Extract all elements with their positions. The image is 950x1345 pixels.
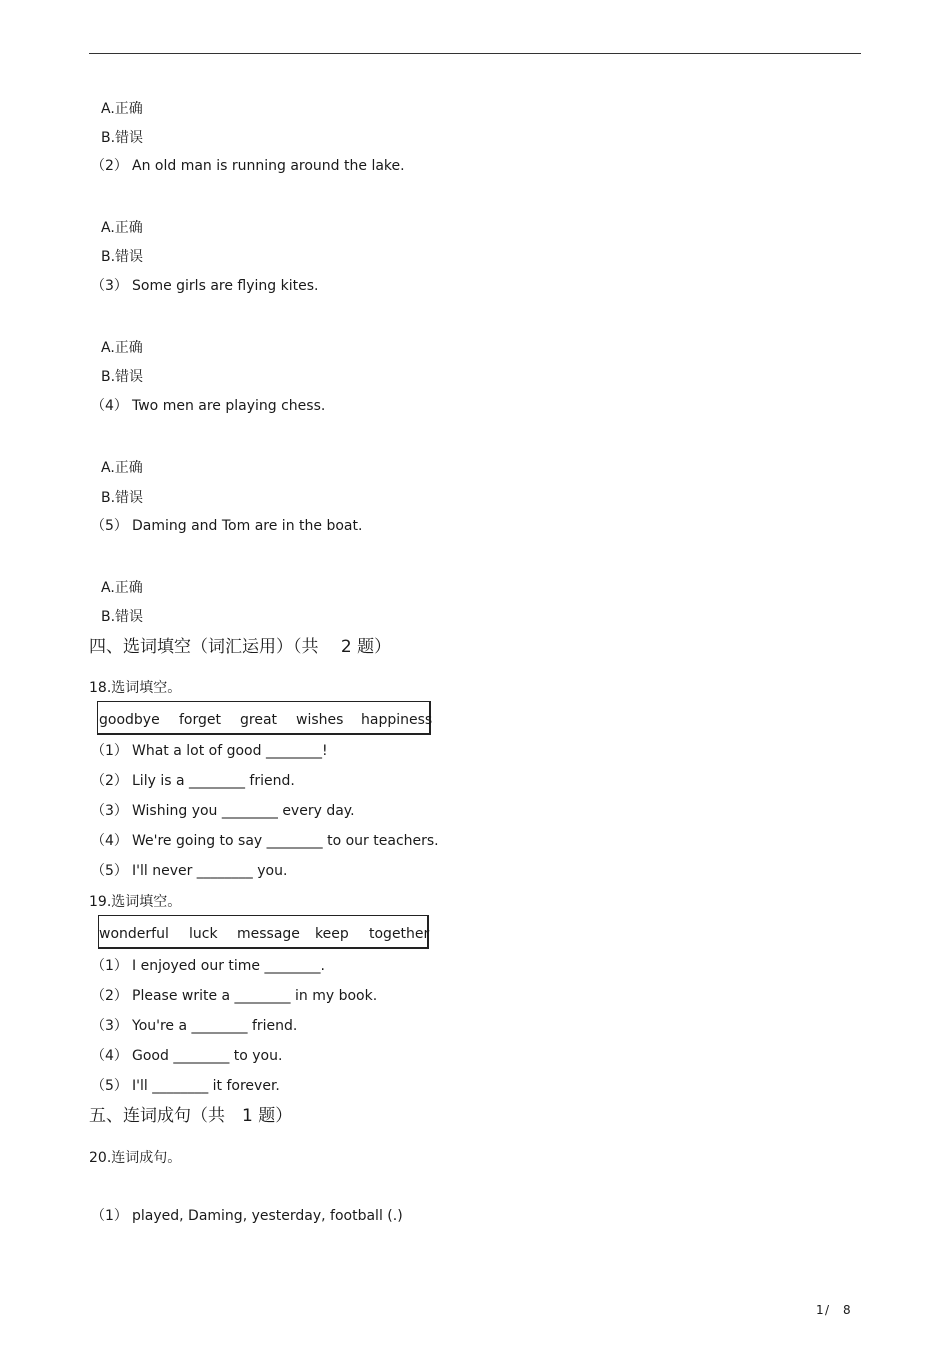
item-number: （4） [91, 833, 128, 849]
item-number: （5） [91, 518, 128, 534]
word-bank-word: wishes [296, 712, 344, 728]
item-text: Please write a ________ in my book. [132, 988, 378, 1004]
option-a: A.正确 [101, 101, 143, 117]
item-text: played, Daming, yesterday, football (.) [132, 1208, 403, 1224]
item-text: I'll ________ it forever. [132, 1078, 280, 1094]
item-number: （3） [91, 803, 128, 819]
item-number: （2） [91, 988, 128, 1004]
option-b: B.错误 [101, 249, 144, 265]
page-number-total: 8 [843, 1303, 851, 1317]
item-number: （2） [91, 773, 128, 789]
item-number: （3） [91, 1018, 128, 1034]
item-number: （4） [91, 398, 128, 414]
item-text: Some girls are flying kites. [132, 278, 319, 294]
item-text: I'll never ________ you. [132, 863, 288, 879]
word-bank-word: luck [189, 926, 218, 942]
item-number: （3） [91, 278, 128, 294]
header-rule [89, 53, 861, 54]
item-number: （1） [91, 958, 128, 974]
word-bank-word: happiness [361, 712, 433, 728]
item-text: We're going to say ________ to our teachers. [132, 833, 439, 849]
item-text: Two men are playing chess. [132, 398, 326, 414]
item-text: Daming and Tom are in the boat. [132, 518, 363, 534]
question-title: 18.选词填空。 [89, 680, 182, 696]
question-title: 19.选词填空。 [89, 894, 182, 910]
question-title: 20.连词成句。 [89, 1150, 182, 1166]
item-number: （5） [91, 863, 128, 879]
section-heading: 四、选词填空（词汇运用）（共 2 题） [89, 637, 392, 657]
word-bank-word: together [369, 926, 430, 942]
option-b: B.错误 [101, 490, 144, 506]
word-bank-word: message [237, 926, 300, 942]
option-b: B.错误 [101, 369, 144, 385]
option-a: A.正确 [101, 460, 143, 476]
word-bank-word: wonderful [99, 926, 169, 942]
item-text: I enjoyed our time ________. [132, 958, 325, 974]
word-bank-word: keep [315, 926, 349, 942]
item-number: （1） [91, 743, 128, 759]
section-heading: 五、连词成句（共 1 题） [89, 1106, 293, 1126]
word-bank [97, 701, 431, 735]
option-a: A.正确 [101, 580, 143, 596]
item-number: （5） [91, 1078, 128, 1094]
word-bank-word: goodbye [99, 712, 160, 728]
item-number: （1） [91, 1208, 128, 1224]
word-bank [98, 915, 429, 949]
option-a: A.正确 [101, 220, 143, 236]
item-text: An old man is running around the lake. [132, 158, 405, 174]
item-text: You're a ________ friend. [132, 1018, 298, 1034]
item-text: Good ________ to you. [132, 1048, 283, 1064]
option-b: B.错误 [101, 609, 144, 625]
item-number: （2） [91, 158, 128, 174]
item-text: Wishing you ________ every day. [132, 803, 355, 819]
option-a: A.正确 [101, 340, 143, 356]
item-text: What a lot of good ________! [132, 743, 328, 759]
page-number-current: 1 [816, 1303, 824, 1317]
word-bank-word: forget [179, 712, 221, 728]
item-number: （4） [91, 1048, 128, 1064]
option-b: B.错误 [101, 130, 144, 146]
page-number-separator: / [825, 1303, 830, 1317]
item-text: Lily is a ________ friend. [132, 773, 295, 789]
word-bank-word: great [240, 712, 278, 728]
